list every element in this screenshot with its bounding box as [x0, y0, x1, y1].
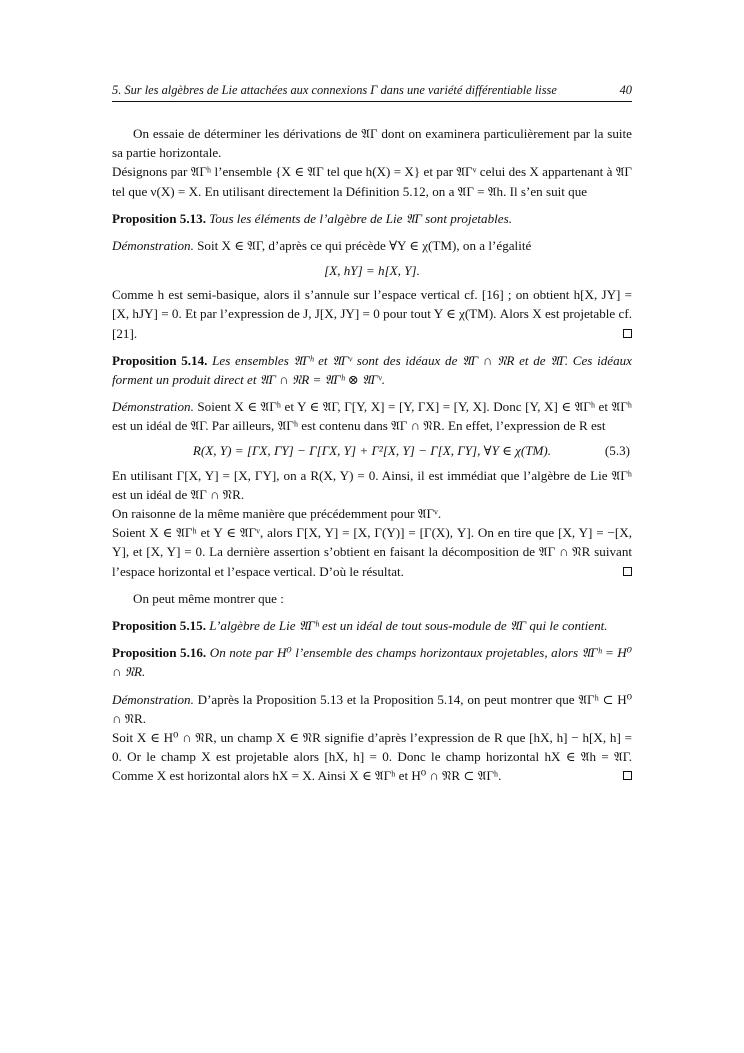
proposition-5-15	[112, 616, 632, 635]
page-number: 40	[619, 83, 632, 97]
proof-5-13-intro	[112, 236, 632, 255]
proof-5-13-body	[112, 285, 632, 343]
paragraph-reasoning: On raisonne de la même manière que précédemment pour 𝔄Γᵛ.	[112, 506, 442, 522]
proof-5-16-intro	[112, 690, 632, 728]
page-body	[112, 124, 632, 786]
qed-square-icon	[623, 329, 632, 338]
proposition-label: Proposition 5.13.	[112, 210, 206, 226]
proposition-statement: Tous les éléments de l’algèbre de Lie 𝔄Γ sont projetables.	[209, 210, 512, 226]
proposition-statement: On note par H⁰ l’ensemble des champs horizontaux projetables, alors 𝔄Γʰ = H⁰ ∩ 𝔑R.	[112, 645, 632, 680]
proof-text: Soient X ∈ 𝔄Γʰ et Y ∈ 𝔄Γᵛ, alors Γ[X, Y] = [X, Γ(Y)] = [Γ(X), Y]. On en tire que [X, Y] = −[X, Y], et [X, Y] = 0. La dernière assertion s’obtient en faisant la décomposition de 𝔄Γ ∩ 𝔑R suivant l’espace horizontal et l’espace vertical. D’où le résultat.	[112, 525, 632, 579]
equation-number: (5.3)	[604, 443, 630, 459]
proof-label: Démonstration.	[112, 691, 194, 707]
proposition-5-16	[112, 643, 632, 681]
proof-5-14-conclusion	[112, 523, 632, 581]
proof-label: Démonstration.	[112, 238, 194, 254]
header-title: 5. Sur les algèbres de Lie attachées aux connexions Γ dans une variété différentiable lisse	[112, 83, 557, 97]
proof-5-16-body	[112, 728, 632, 786]
qed-square-icon	[623, 771, 632, 780]
equation-text: R(X, Y) = [ΓX, ΓY] − Γ[ΓX, Y] + Γ²[X, Y] − Γ[X, ΓY], ∀Y ∈ χ(TM).	[192, 443, 552, 459]
proof-text: Soit X ∈ 𝔄Γ, d’après ce qui précède ∀Y ∈ χ(TM), on a l’égalité	[197, 238, 532, 254]
proposition-label: Proposition 5.16.	[112, 645, 207, 661]
proof-text: Soit X ∈ H⁰ ∩ 𝔑R, un champ X ∈ 𝔑R signifie d’après l’expression de R que [hX, h] − h[X, h] = 0. Or le champ X est projetable alors [hX, h] = 0. Donc le champ horizontal hX ∈ 𝔄h = 𝔄Γ. Comme X est horizontal alors hX = X. Ainsi X ∈ 𝔄Γʰ et H⁰ ∩ 𝔑R ⊂ 𝔄Γʰ.	[112, 730, 632, 784]
paragraph-transition: On peut même montrer que :	[133, 590, 284, 606]
equation-5-3	[112, 436, 632, 466]
proof-text: D’après la Proposition 5.13 et la Proposition 5.14, on peut montrer que 𝔄Γʰ ⊂ H⁰ ∩ 𝔑R.	[112, 691, 632, 726]
paragraph-intro: On essaie de déterminer les dérivations de 𝔄Γ dont on examinera particulièrement par la suite sa partie horizontale.	[112, 126, 632, 161]
proposition-label: Proposition 5.14.	[112, 352, 208, 368]
equation-text: [X, hY] = h[X, Y].	[324, 262, 420, 278]
proposition-5-14	[112, 351, 632, 389]
proof-5-14-intro	[112, 397, 632, 435]
proposition-5-13	[112, 209, 632, 228]
paragraph-definitions: Désignons par 𝔄Γʰ l’ensemble {X ∈ 𝔄Γ tel que h(X) = X} et par 𝔄Γᵛ celui des X appartenant à 𝔄Γ tel que ν(X) = X. En utilisant directement la Définition 5.12, on a 𝔄Γ = 𝔄h. Il s’en suit que	[112, 164, 632, 199]
running-header	[112, 83, 632, 98]
proof-label: Démonstration.	[112, 399, 194, 415]
proposition-label: Proposition 5.15.	[112, 618, 206, 634]
equation-1	[112, 255, 632, 285]
qed-square-icon	[623, 567, 632, 576]
paragraph-ideal: En utilisant Γ[X, Y] = [X, ΓY], on a R(X, Y) = 0. Ainsi, il est immédiat que l’algèbre de Lie 𝔄Γʰ est un idéal de 𝔄Γ ∩ 𝔑R.	[112, 467, 632, 502]
proposition-statement: L’algèbre de Lie 𝔄Γʰ est un idéal de tout sous-module de 𝔄Γ qui le contient.	[209, 618, 608, 634]
proof-text: Soient X ∈ 𝔄Γʰ et Y ∈ 𝔄Γ, Γ[Y, X] = [Y, ΓX] = [Y, X]. Donc [Y, X] ∈ 𝔄Γʰ et 𝔄Γʰ est un idéal de 𝔄Γ. Par ailleurs, 𝔄Γʰ est contenu dans 𝔄Γ ∩ 𝔑R. En effet, l’expression de R est	[112, 399, 632, 434]
proof-text: Comme h est semi-basique, alors il s’annule sur l’espace vertical cf. [16] ; on obtient h[X, JY] = [X, hJY] = 0. Et par l’expression de J, J[X, JY] = 0 pour tout Y ∈ χ(TM). Alors X est projetable cf. [21].	[112, 287, 632, 341]
header-rule	[112, 101, 632, 102]
proposition-statement: Les ensembles 𝔄Γʰ et 𝔄Γᵛ sont des idéaux de 𝔄Γ ∩ 𝔑R et de 𝔄Γ. Ces idéaux forment un produit direct et 𝔄Γ ∩ 𝔑R = 𝔄Γʰ ⊗ 𝔄Γᵛ.	[112, 352, 632, 388]
